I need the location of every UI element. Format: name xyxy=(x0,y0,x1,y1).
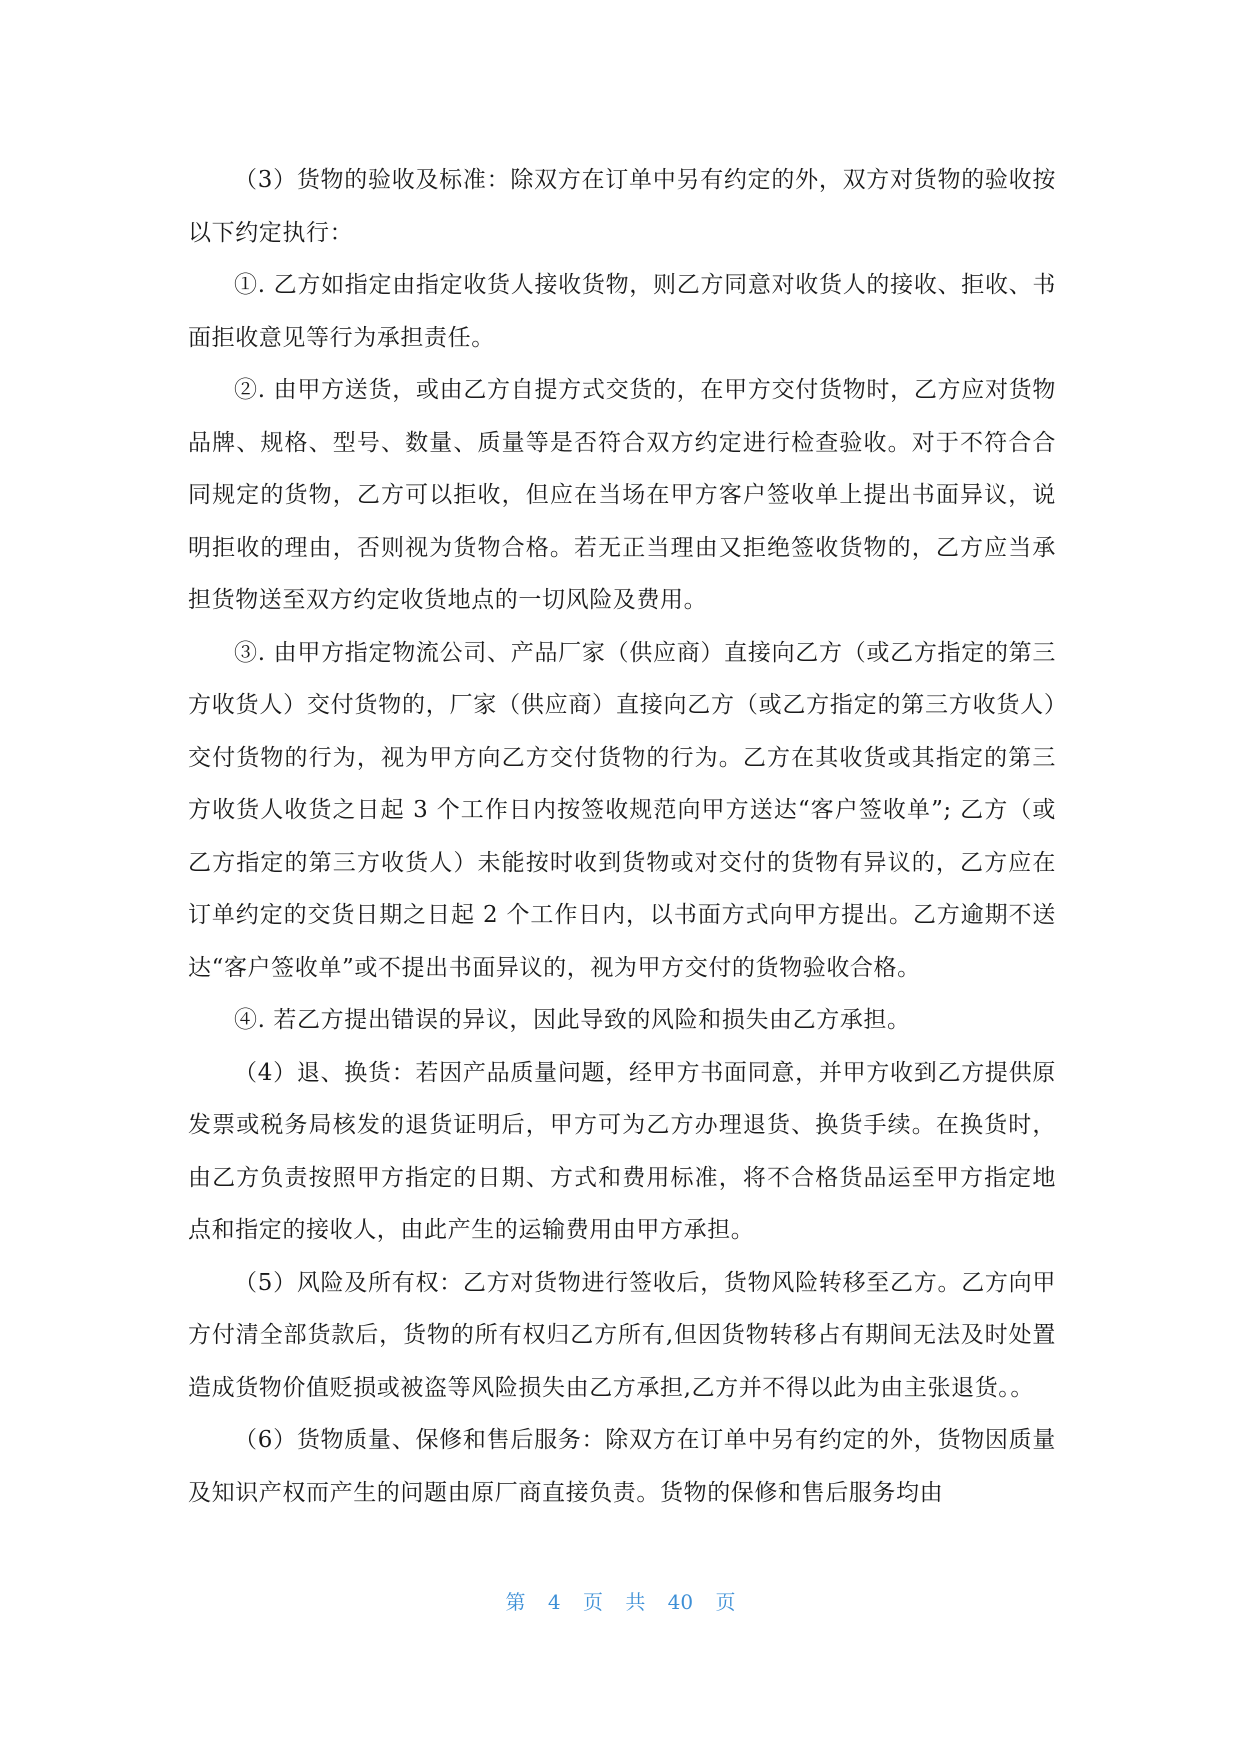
paragraph-item-2: ②. 由甲方送货，或由乙方自提方式交货的，在甲方交付货物时，乙方应对货物品牌、规格、型号、数量、质量等是否符合双方约定进行检查验收。对于不符合合同规定的货物，乙方可以拒收，但应在当场在甲方客户签收单上提出书面异议，说明拒收的理由，否则视为货物合格。若无正当理由又拒绝签收货物的，乙方应当承担货物送至双方约定收货地点的一切风险及费用。 xyxy=(188,377,1056,613)
footer-total-pages: 40 xyxy=(667,1590,694,1614)
document-body xyxy=(188,154,1056,1519)
footer-current-page: 4 xyxy=(547,1590,561,1614)
footer-label-total: 共 xyxy=(625,1590,646,1614)
footer-label-of: 页 xyxy=(582,1590,603,1614)
paragraph-item-4: ④. 若乙方提出错误的异议，因此导致的风险和损失由乙方承担。 xyxy=(234,1007,911,1033)
paragraph-item-1: ①. 乙方如指定由指定收货人接收货物，则乙方同意对收货人的接收、拒收、书面拒收意见等行为承担责任。 xyxy=(188,272,1056,351)
paragraph-quality-service: （6）货物质量、保修和售后服务：除双方在订单中另有约定的外，货物因质量及知识产权而产生的问题由原厂商直接负责。货物的保修和售后服务均由 xyxy=(188,1427,1056,1506)
paragraph-acceptance-standard: （3）货物的验收及标准：除双方在订单中另有约定的外，双方对货物的验收按以下约定执行： xyxy=(188,167,1056,246)
paragraph-item-3: ③. 由甲方指定物流公司、产品厂家（供应商）直接向乙方（或乙方指定的第三方收货人）交付货物的，厂家（供应商）直接向乙方（或乙方指定的第三方收货人）交付货物的行为，视为甲方向乙方交付货物的行为。乙方在其收货或其指定的第三方收货人收货之日起 3 个工作日内按签收规范向甲方送达“客户签收单”; 乙方（或乙方指定的第三方收货人）未能按时收到货物或对交付的货物有异议的，乙方应在订单约定的交货日期之日起 2 个工作日内，以书面方式向甲方提出。乙方逾期不送达“客户签收单”或不提出书面异议的，视为甲方交付的货物验收合格。 xyxy=(188,639,1056,981)
paragraph-risk-ownership: （5）风险及所有权：乙方对货物进行签收后，货物风险转移至乙方。乙方向甲方付清全部货款后，货物的所有权归乙方所有,但因货物转移占有期间无法及时处置造成货物价值贬损或被盗等风险损失由乙方承担,乙方并不得以此为由主张退货。。 xyxy=(188,1269,1056,1401)
page-footer xyxy=(0,1586,1241,1615)
footer-label-page: 第 xyxy=(505,1590,526,1614)
paragraph-return-exchange: （4）退、换货：若因产品质量问题，经甲方书面同意，并甲方收到乙方提供原发票或税务局核发的退货证明后，甲方可为乙方办理退货、换货手续。在换货时，由乙方负责按照甲方指定的日期、方式和费用标准，将不合格货品运至甲方指定地点和指定的接收人，由此产生的运输费用由甲方承担。 xyxy=(188,1059,1056,1243)
footer-label-page-end: 页 xyxy=(715,1590,736,1614)
